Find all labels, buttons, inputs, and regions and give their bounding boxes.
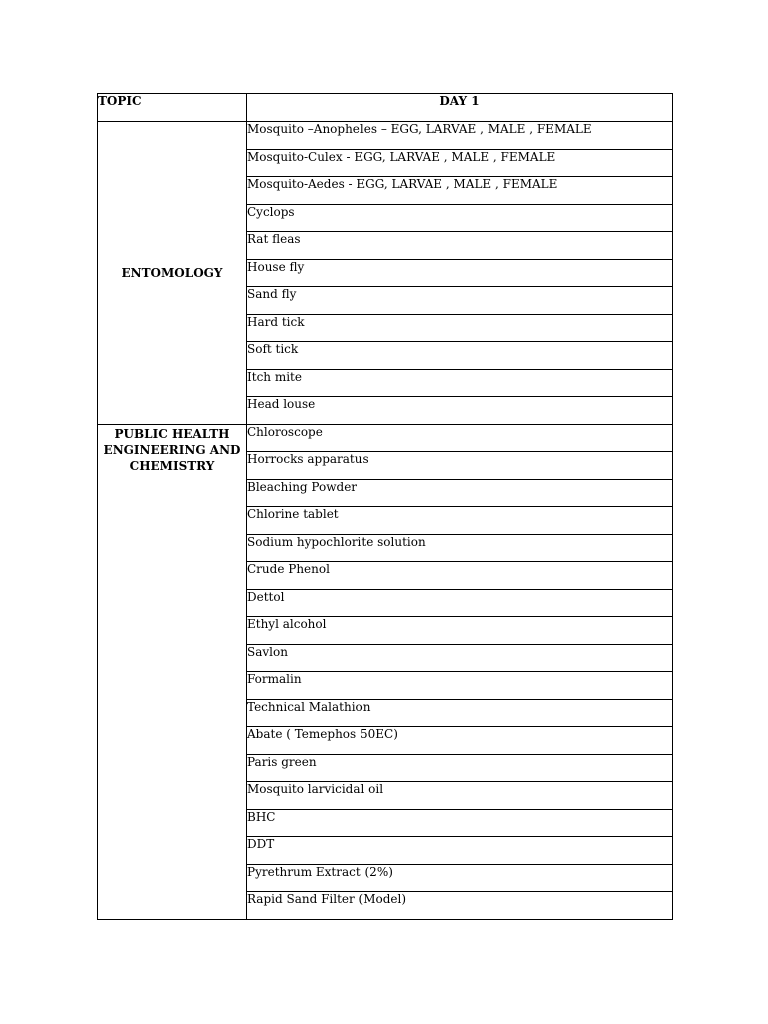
item-cell: Cyclops xyxy=(247,204,673,232)
item-cell: Mosquito-Culex - EGG, LARVAE , MALE , FEMALE xyxy=(247,149,673,177)
topic-table xyxy=(97,93,673,920)
item-cell: Chlorine tablet xyxy=(247,507,673,535)
section-topic: ENTOMOLOGY xyxy=(98,122,247,425)
table-row xyxy=(98,424,673,452)
item-cell: Head louse xyxy=(247,397,673,425)
item-cell: Mosquito-Aedes - EGG, LARVAE , MALE , FEMALE xyxy=(247,177,673,205)
item-cell: Horrocks apparatus xyxy=(247,452,673,480)
item-cell: Soft tick xyxy=(247,342,673,370)
day-header: DAY 1 xyxy=(247,94,673,122)
item-cell: Dettol xyxy=(247,589,673,617)
item-cell: Hard tick xyxy=(247,314,673,342)
table-row xyxy=(98,122,673,150)
item-cell: Ethyl alcohol xyxy=(247,617,673,645)
item-cell: DDT xyxy=(247,837,673,865)
header-row xyxy=(98,94,673,122)
item-cell: Sodium hypochlorite solution xyxy=(247,534,673,562)
item-cell: Crude Phenol xyxy=(247,562,673,590)
item-cell: House fly xyxy=(247,259,673,287)
item-cell: Paris green xyxy=(247,754,673,782)
item-cell: Rapid Sand Filter (Model) xyxy=(247,892,673,920)
item-cell: Sand fly xyxy=(247,287,673,315)
table-body xyxy=(98,122,673,920)
item-cell: Bleaching Powder xyxy=(247,479,673,507)
item-cell: Mosquito –Anopheles – EGG, LARVAE , MALE , FEMALE xyxy=(247,122,673,150)
item-cell: Savlon xyxy=(247,644,673,672)
item-cell: BHC xyxy=(247,809,673,837)
topic-header: TOPIC xyxy=(98,94,247,122)
section-topic: PUBLIC HEALTH ENGINEERING AND CHEMISTRY xyxy=(98,424,247,919)
item-cell: Itch mite xyxy=(247,369,673,397)
item-cell: Pyrethrum Extract (2%) xyxy=(247,864,673,892)
item-cell: Technical Malathion xyxy=(247,699,673,727)
item-cell: Abate ( Temephos 50EC) xyxy=(247,727,673,755)
item-cell: Chloroscope xyxy=(247,424,673,452)
item-cell: Rat fleas xyxy=(247,232,673,260)
item-cell: Mosquito larvicidal oil xyxy=(247,782,673,810)
item-cell: Formalin xyxy=(247,672,673,700)
